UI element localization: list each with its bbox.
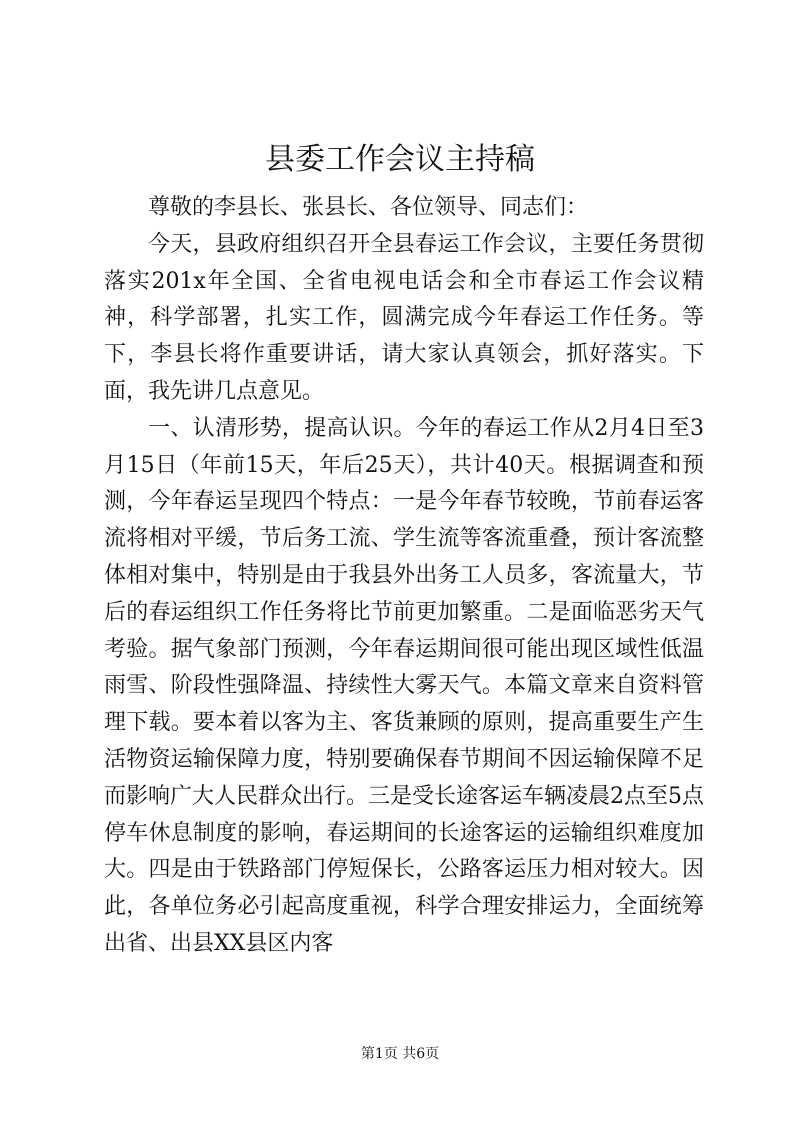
document-title: 县委工作会议主持稿 (265, 142, 535, 177)
body-paragraph: 今天，县政府组织召开全县春运工作会议，主要任务贯彻落实201x年全国、全省电视电话会和全市春运工作会议精神，科学部署，扎实工作，圆满完成今年春运工作任务。等下，李县长将作重要讲话，请大家认真领会，抓好落实。下面，我先讲几点意见。 (104, 231, 704, 404)
body-paragraph: 一、认清形势，提高认识。今年的春运工作从2月4日至3月15日（年前15天，年后25天），共计40天。根据调查和预测，今年春运呈现四个特点：一是今年春节较晚，节前春运客流将相对平缓，节后务工流、学生流等客流重叠，预计客流整体相对集中，特别是由于我县外出务工人员多，客流量大，节后的春运组织工作任务将比节前更加繁重。二是面临恶劣天气考验。据气象部门预测，今年春运期间很可能出现区域性低温雨雪、阶段性强降温、持续性大雾天气。本篇文章来自资料管理下载。要本着以客为主、客货兼顾的原则，提高重要生产生活物资运输保障力度，特别要确保春节期间不因运输保障不足而影响广大人民群众出行。三是受长途客运车辆凌晨2点至5点停车休息制度的影响，春运期间的长途客运的运输组织难度加大。四是由于铁路部门停短保长，公路客运压力相对较大。因此，各单位务必引起高度重视，科学合理安排运力，全面统筹出省、出县XX县区内客 (104, 415, 704, 956)
document-body (104, 190, 704, 963)
page-footer: 第1页 共6页 (360, 1046, 440, 1062)
salutation-paragraph: 尊敬的李县长、张县长、各位领导、同志们： (148, 195, 589, 220)
